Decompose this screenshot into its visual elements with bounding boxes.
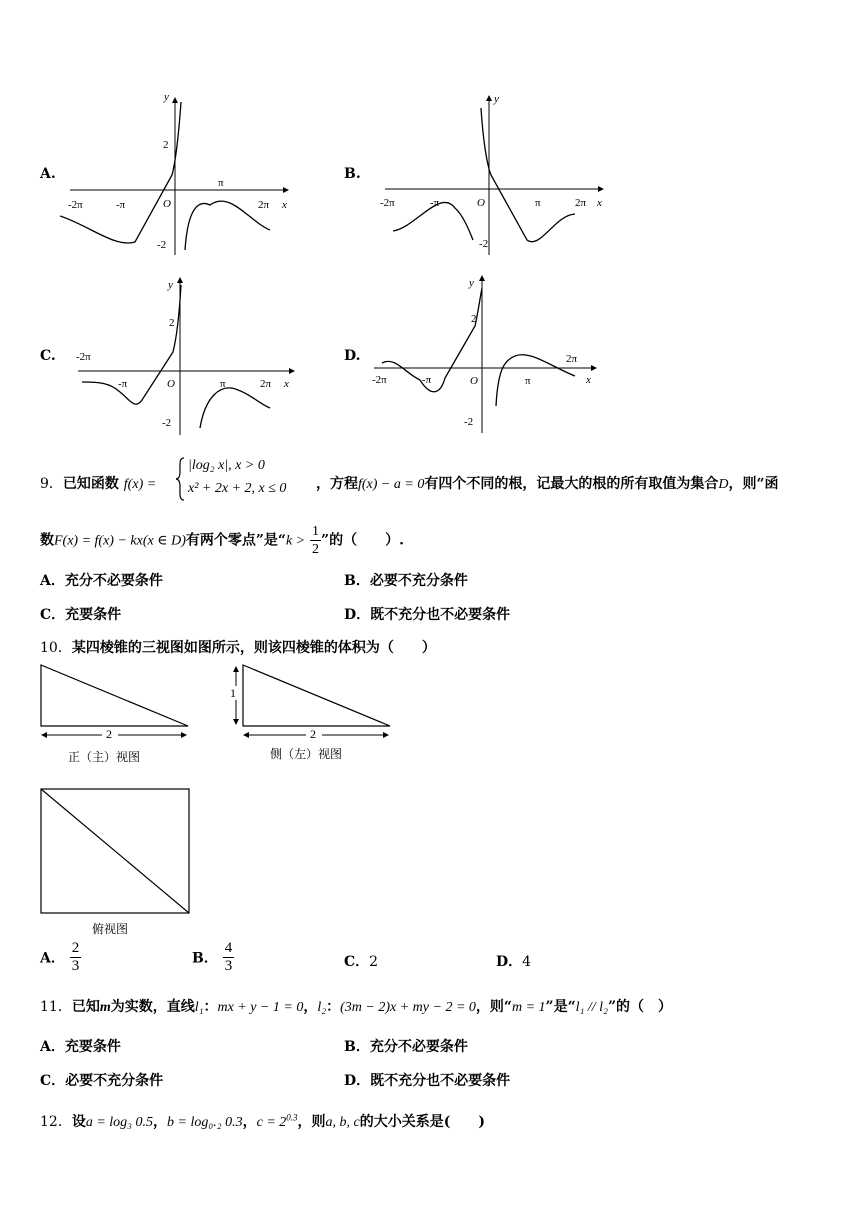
q9-option-a[interactable]: A．充分不必要条件 bbox=[40, 573, 163, 589]
q9-eq1: f(x) − a = 0 bbox=[358, 477, 425, 492]
q9-fraction: $\frac{1}{2}$ bbox=[312, 524, 320, 557]
q11-stem: 11．已知m为实数，直线l₁：mx + y − 1 = 0，l₂：(3m − 2)x + my − 2 = 0，则“m = 1”是“l₁ // l₂”的（ ） bbox=[40, 999, 672, 1015]
q9-text-2: ，方程 bbox=[316, 476, 358, 492]
side-view bbox=[222, 662, 402, 742]
side-length: 2 bbox=[310, 727, 316, 741]
q9-text-3: 有四个不同的根，记最大的根的所有取值为集合 bbox=[424, 476, 719, 492]
q9-line1b bbox=[316, 473, 779, 493]
q9-text-7: ”的（ ）. bbox=[321, 532, 404, 549]
q11-option-c[interactable]: C．必要不充分条件 bbox=[40, 1073, 164, 1089]
tick-negpi: -π bbox=[116, 199, 126, 211]
q9-case2: x² + 2x + 2, x ≤ 0 bbox=[188, 481, 287, 496]
tick-pi: π bbox=[535, 197, 541, 209]
tick-neg2pi: -2π bbox=[380, 197, 395, 209]
tick-neg2pi: -2π bbox=[372, 374, 387, 386]
tick-neg2: -2 bbox=[479, 238, 489, 250]
origin-label: O bbox=[163, 198, 171, 210]
origin-label: O bbox=[477, 197, 485, 209]
q9-text-6: 有两个零点”是“ bbox=[185, 532, 286, 549]
side-height: 1 bbox=[230, 686, 236, 700]
top-view-caption: 俯视图 bbox=[92, 922, 129, 936]
q10-option-a[interactable]: A． $\frac{2}{3}$ bbox=[40, 940, 80, 974]
q9-case1: |log₂ x|, x > 0 bbox=[188, 458, 265, 473]
q11-l1: l₁ bbox=[194, 1000, 204, 1015]
q11-number: 11． bbox=[40, 999, 72, 1015]
q12-stem: 12．设a = log₃ 0.5，b = log₀.₂ 0.3，$c = 2^{0.3}$，则a, b, c的大小关系是( ) bbox=[40, 1112, 486, 1130]
y-label: y bbox=[168, 279, 173, 291]
y-label: y bbox=[164, 91, 169, 103]
graph-c bbox=[70, 270, 310, 440]
q11-eq1: mx + y − 1 = 0 bbox=[217, 1000, 304, 1015]
q9-text-4: ，则“函 bbox=[728, 476, 779, 492]
q10-text: 某四棱锥的三视图如图所示，则该四棱锥的体积为（ ） bbox=[71, 640, 436, 656]
x-label: x bbox=[597, 197, 602, 209]
q9-line2 bbox=[40, 523, 404, 558]
tick-2: 2 bbox=[169, 317, 175, 329]
x-label: x bbox=[282, 199, 287, 211]
q9-Fx: F(x) = f(x) − kx(x ∈ D) bbox=[54, 533, 186, 549]
option-c-label: C. bbox=[40, 348, 56, 364]
curve-left bbox=[382, 288, 482, 392]
origin-label: O bbox=[470, 375, 478, 387]
q12-number: 12． bbox=[40, 1114, 72, 1130]
tick-neg2pi: -2π bbox=[68, 199, 83, 211]
option-b-label: B. bbox=[344, 166, 361, 182]
tick-pi: π bbox=[218, 177, 224, 189]
front-view-caption: 正（主）视图 bbox=[68, 750, 141, 764]
q12-c-exp: 0.3 bbox=[286, 1112, 298, 1123]
tick-pi: π bbox=[525, 375, 531, 387]
origin-label: O bbox=[167, 378, 175, 390]
tick-neg2: -2 bbox=[162, 417, 172, 429]
q11-eq2: (3m − 2)x + my − 2 = 0 bbox=[340, 1000, 476, 1015]
tick-neg2pi: -2π bbox=[76, 351, 91, 363]
graph-a bbox=[60, 90, 300, 260]
q12-abc: a, b, c bbox=[325, 1115, 360, 1130]
q9-option-b[interactable]: B．必要不充分条件 bbox=[344, 573, 468, 589]
q9-text-5: 数 bbox=[40, 532, 54, 549]
q12-c: c = 2 bbox=[256, 1115, 287, 1130]
q9-option-d[interactable]: D．既不充分也不必要条件 bbox=[344, 607, 511, 623]
y-label: y bbox=[469, 277, 474, 289]
piecewise-brace bbox=[174, 456, 188, 502]
front-length: 2 bbox=[106, 727, 112, 741]
tick-2pi: 2π bbox=[258, 199, 270, 211]
curve-right bbox=[200, 388, 270, 428]
tick-pi: π bbox=[220, 378, 226, 390]
curve-left bbox=[60, 102, 181, 243]
tick-2: 2 bbox=[163, 139, 169, 151]
option-a-label: A. bbox=[40, 166, 56, 182]
q10-option-d[interactable]: D．4 bbox=[496, 954, 532, 970]
q11-m1: m = 1 bbox=[511, 1000, 546, 1015]
q11-l2: l₂ bbox=[317, 1000, 327, 1015]
q9-option-c[interactable]: C．充要条件 bbox=[40, 607, 122, 623]
q10-stem bbox=[40, 637, 436, 657]
graph-b bbox=[375, 90, 615, 260]
q9-number: 9． bbox=[40, 476, 63, 492]
q11-parallel: l₁ // l₂ bbox=[575, 1000, 608, 1015]
q10-option-c[interactable]: C．2 bbox=[344, 954, 379, 970]
q9-line1 bbox=[40, 473, 156, 493]
tick-negpi: -π bbox=[422, 374, 432, 386]
tick-2: 2 bbox=[471, 313, 477, 325]
q10-number: 10． bbox=[40, 640, 72, 656]
side-view-caption: 侧（左）视图 bbox=[270, 747, 343, 761]
q9-fx: f(x) = bbox=[123, 477, 157, 492]
tick-negpi: -π bbox=[430, 197, 440, 209]
top-view bbox=[38, 786, 194, 916]
q11-option-b[interactable]: B．充分不必要条件 bbox=[344, 1039, 468, 1055]
curve-right bbox=[496, 355, 575, 406]
q9-text-1: 已知函数 bbox=[62, 476, 119, 492]
q9-set-d: D bbox=[718, 477, 729, 492]
graph-d bbox=[370, 268, 610, 438]
q11-m: m bbox=[99, 1000, 111, 1015]
q12-a: a = log₃ 0.5 bbox=[85, 1115, 154, 1130]
option-d-label: D. bbox=[344, 348, 361, 364]
q9-k: k > bbox=[285, 533, 306, 549]
tick-2pi: 2π bbox=[575, 197, 587, 209]
q11-option-a[interactable]: A．充要条件 bbox=[40, 1039, 121, 1055]
q12-b: b = log₀.₂ 0.3 bbox=[167, 1115, 243, 1130]
curve-right bbox=[481, 108, 575, 242]
tick-negpi: -π bbox=[118, 378, 128, 390]
tick-neg2: -2 bbox=[157, 239, 167, 251]
x-label: x bbox=[284, 378, 289, 390]
front-view bbox=[38, 662, 198, 742]
q11-option-d[interactable]: D．既不充分也不必要条件 bbox=[344, 1073, 511, 1089]
x-label: x bbox=[586, 374, 591, 386]
q10-option-b[interactable]: B． $\frac{4}{3}$ bbox=[192, 940, 233, 974]
tick-2pi: 2π bbox=[566, 353, 578, 365]
y-label: y bbox=[494, 93, 499, 105]
tick-2pi: 2π bbox=[260, 378, 272, 390]
tick-neg2: -2 bbox=[464, 416, 474, 428]
